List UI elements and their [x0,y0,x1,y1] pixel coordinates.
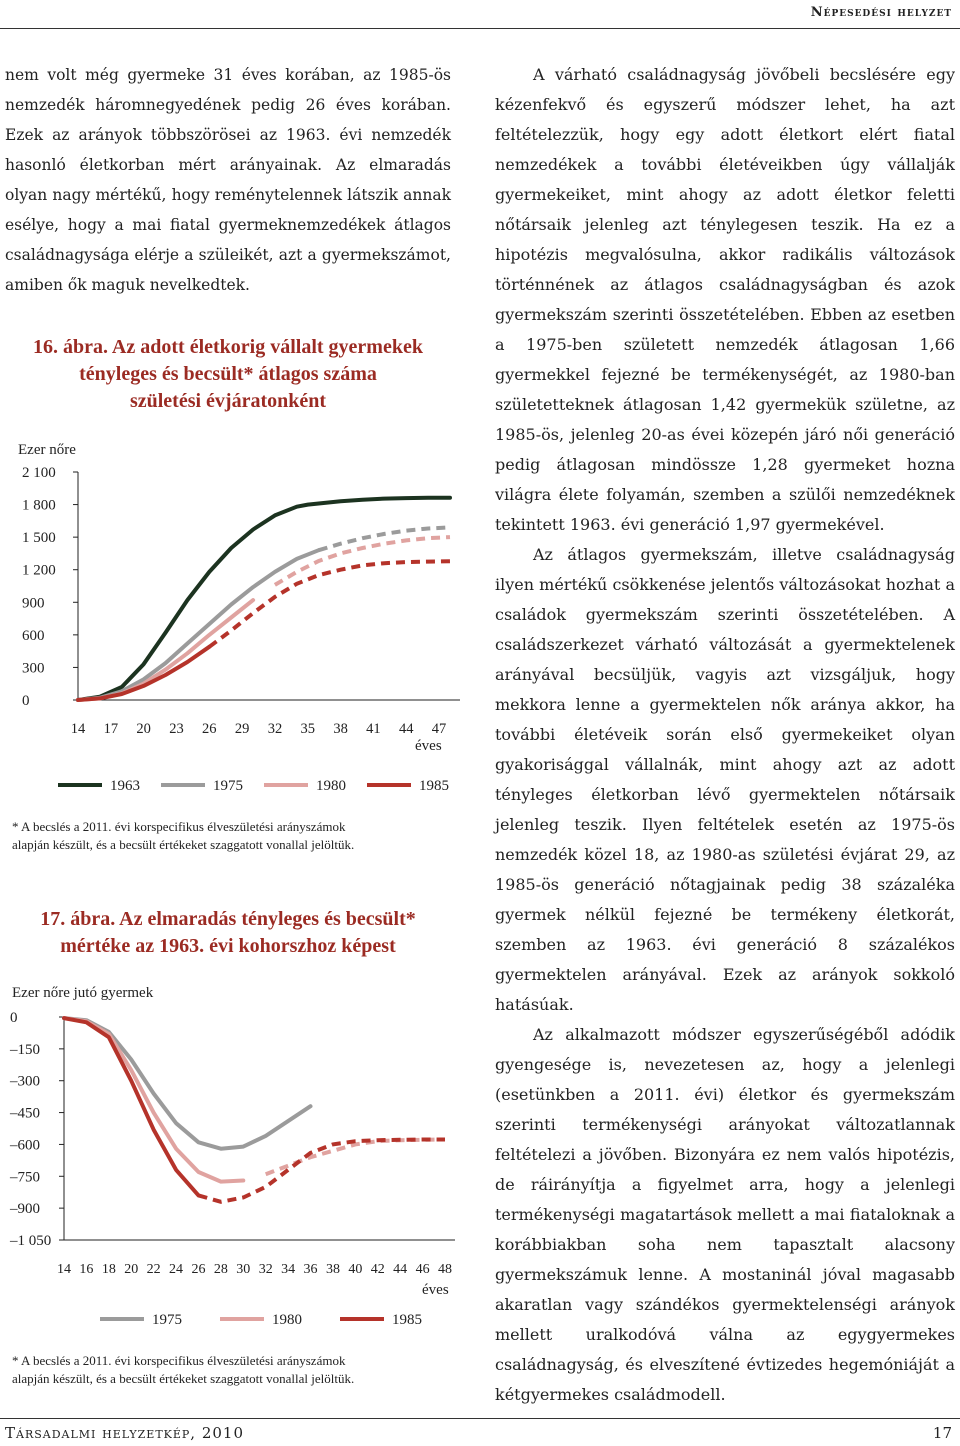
x-tick-label: 42 [370,1262,385,1277]
x-tick-label: 35 [300,721,316,737]
right-paragraph-1: A várható családnagyság jövőbeli becslésére egy kézenfekvő és egyszerű módszer lehet, ha azt feltételezzük, hogy egy adott életkort elért fiatal nemzedékek a további életéveikben úgy vállalják gyermekeiket, mint ahogy az adott életkor feletti nőtársaik jelenleg azt ténylegesen teszik. Ha ez a hipotézis megvalósulna, akkor radikális változások történnének az átlagos családnagyságban és azok gyermekszám szerinti összetételében. Ebben az esetben a 1975-ben született nemzedék átlagosan 1,66 gyermekkel fejezné be termékenységét, az 1980-ban születetteknek átlagosan 1,42 gyermekük születne, az 1985-ös, jelenleg 20-as évei közepén járó női generáció pedig átlagosan mindössze 1,28 gyermeket hozna világra élete folyamán, szemben a szülői nemzedéknek tekintett 1963. évi generáció 1,97 gyermekével. [495,65,955,534]
figure17-chart [0,1005,470,1335]
x-tick-label: 32 [267,721,283,737]
x-tick-label: 20 [136,721,151,737]
right-paragraph-2: Az átlagos gyermekszám, illetve családnagyság ilyen mértékű csökkenése jelentős változásokat hozhat a családok gyermekszám szerinti összetételében. A családszerkezet várható változását a gyermektelenek arányával becsüljük, vagyis azt vizsgáljuk, hogy mekkora lenne a gyermektelen nők aránya akkor, ha további életéveik során első gyermekeiket olyan gyakorisággal vállalnák, mint ahogy azt az adott tényleges életkorban lévő gyermektelen nőtársaik jelenleg teszik. Ilyen feltételek esetén az 1975-ös nemzedék közel 18, az 1980-as születési évjárat 29, az 1985-ös generáció nőtagjainak pedig 38 százaléka gyermek nélkül fejezné be termékeny életkorát, szemben az 1963. évi generáció 8 százalékos gyermektelen arányával. Ezek az arányok sokkoló hatásúak. [495,545,955,1014]
x-tick-label: 23 [169,721,184,737]
legend-label-1975: 1975 [152,1312,182,1328]
x-tick-label: 20 [124,1262,139,1277]
figure16-title-line2: tényleges és becsült* átlagos száma [79,363,377,385]
footer-page-number: 17 [932,1424,952,1442]
figure16-y-unit: Ezer nőre [18,442,76,458]
figure17-footnote-line1: * A becslés a 2011. évi korspecifikus élveszületési arányszámok [12,1353,346,1368]
y-tick-label: 0 [22,693,30,709]
x-tick-label: 16 [79,1262,94,1277]
footer-rule [0,1418,960,1419]
series-line-1980 [64,1018,243,1182]
series-line-1975 [64,1018,311,1149]
x-tick-label: 32 [258,1262,273,1277]
right-paragraph-3: Az alkalmazott módszer egyszerűségéből adódik gyengesége is, nevezetesen az, hogy a jelenlegi (esetünkben a 2011. évi) életkor és gyermekszám szerinti termékenységi arányokat változatlannak feltételezi a jövőben. Bizonyára ez nem valós hipotézis, de ráirányítja a figyelmet arra, hogy a jelenlegi termékenységi magatartások mellett a mai fiataloknak a korábbiakban soha nem tapasztalt alacsony gyermekszámuk lenne. A mostaninál jóval magasabb akaratlan vagy szándékos gyermektelenségi arányok mellett uralkodóvá válna az egygyermekes családnagyság, és elveszítené évtizedes hegemóniáját a kétgyermekes családmodell. [495,1025,955,1404]
x-tick-label: 44 [393,1262,408,1277]
left-column [5,60,451,300]
y-tick-label: 2 100 [22,465,56,481]
section-title: Népesedési helyzet [810,5,952,20]
series-line-1985 [64,1018,199,1195]
x-tick-label: 24 [169,1262,184,1277]
x-tick-label: 14 [70,721,86,737]
y-tick-label: 900 [22,595,45,612]
x-tick-label: 40 [348,1262,363,1277]
figure16-title-line1: 16. ábra. Az adott életkorig vállalt gyermekek [33,336,423,358]
figure16-x-unit: éves [415,738,442,754]
x-tick-label: 48 [438,1262,452,1277]
y-tick-label: 300 [22,660,45,677]
figure17-x-unit: éves [422,1282,449,1298]
x-tick-label: 26 [202,721,217,737]
x-tick-label: 38 [333,721,348,737]
legend-label-1985: 1985 [392,1312,422,1328]
x-tick-label: 36 [303,1262,318,1277]
x-tick-label: 30 [236,1262,251,1277]
series-line-1980 [78,600,253,700]
x-tick-label: 18 [101,1262,116,1277]
x-tick-label: 44 [398,721,414,737]
y-tick-label: –750 [10,1169,40,1186]
x-tick-label: 26 [191,1262,206,1277]
legend-label-1963: 1963 [110,778,140,794]
series-line-estimated-1975 [319,527,450,550]
header-rule [0,28,960,29]
x-tick-label: 47 [431,721,447,737]
figure16-title-line3: születési évjáratonként [129,390,327,412]
legend-label-1975: 1975 [213,778,243,794]
figure16-footnote-line1: * A becslés a 2011. évi korspecifikus élveszületési arányszámok [12,819,346,834]
figure17-y-unit: Ezer nőre jutó gyermek [12,985,154,1001]
y-tick-label: –150 [10,1041,40,1058]
figure16-title [5,334,451,415]
x-tick-label: 28 [213,1262,228,1277]
y-tick-label: –450 [10,1105,40,1122]
series-line-estimated-1980 [275,537,450,585]
y-tick-label: 0 [10,1010,18,1026]
y-tick-label: –600 [10,1137,40,1154]
y-tick-label: 1 800 [22,497,56,514]
right-column [495,60,955,1410]
figure17-title-line2: mértéke az 1963. évi kohorszhoz képest [60,935,396,957]
figure17-footnote-line2: alapján készült, és a becsült értékeket szaggatott vonallal jelöltük. [12,1371,355,1386]
x-tick-label: 38 [325,1262,340,1277]
y-tick-label: –300 [10,1073,40,1090]
figure16-footnote-line2: alapján készült, és a becsült értékeket szaggatott vonallal jelöltük. [12,837,355,852]
legend-label-1980: 1980 [316,778,346,794]
y-tick-label: 1 500 [22,530,56,547]
legend-label-1985: 1985 [419,778,449,794]
left-paragraph: nem volt még gyermeke 31 éves korában, az 1985-ös nemzedék háromnegyedének pedig 26 éves korában. Ezek az arányok többszörösei az 1963. évi nemzedék hasonló életkorban mért arányainak. Az elmaradás olyan nagy mértékű, hogy reménytelennek látszik annak esélye, hogy a mai fiatal gyermeknemzedékek átlagos családnagysága elérje a szüleikét, azt a gyermekszámot, amiben ők maguk nevelkedtek. [5,66,451,294]
series-line-1963 [78,498,450,700]
y-tick-label: –900 [10,1201,40,1218]
footer-publication: Társadalmi helyzetkép, 2010 [5,1424,245,1442]
x-tick-label: 46 [415,1262,430,1277]
x-tick-label: 41 [366,721,381,737]
figure17-title-line1: 17. ábra. Az elmaradás tényleges és becsült* [40,908,416,930]
series-line-1975 [78,550,319,700]
figure17-footnote [12,1352,452,1388]
figure16-chart [0,460,470,805]
y-tick-label: –1 050 [10,1233,52,1249]
x-tick-label: 14 [57,1262,71,1277]
series-line-estimated-1980 [266,1140,445,1175]
series-line-1985 [78,647,209,700]
x-tick-label: 29 [234,721,250,737]
x-tick-label: 34 [281,1262,296,1277]
figure17-title [5,906,451,960]
x-tick-label: 17 [103,721,119,737]
x-tick-label: 22 [146,1262,161,1277]
figure16-footnote [12,818,452,854]
legend-label-1980: 1980 [272,1312,302,1328]
y-tick-label: 1 200 [22,562,56,579]
y-tick-label: 600 [22,627,45,644]
